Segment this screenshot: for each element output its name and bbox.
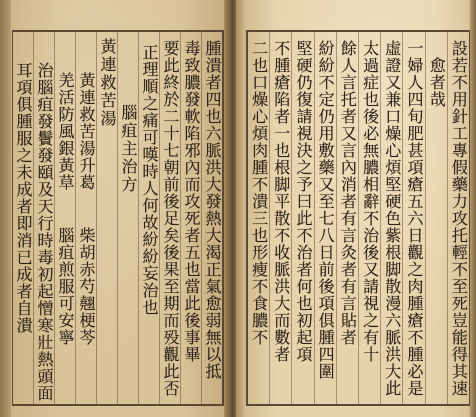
text-column: [447, 32, 469, 404]
text-column: [425, 32, 447, 404]
right-page-fold-edge: [470, 0, 476, 417]
left-page: [0, 0, 230, 417]
text-column: [13, 32, 33, 404]
verse-line-upper: 羌活防風銀黃草: [56, 72, 75, 191]
text-column: [201, 32, 222, 404]
column-text: 治腦疽發鬢發頤及天行時毒初起憎寒壯熱頭面: [35, 62, 54, 402]
text-column: [159, 32, 180, 404]
column-text: 堅硬仍復請視決之予曰此不治者何也初起項: [293, 40, 313, 363]
text-column: [336, 32, 358, 404]
text-column: [138, 32, 159, 404]
text-column: [248, 32, 269, 404]
text-column: [314, 32, 336, 404]
verse-line-upper: 黃連救苦湯升葛: [77, 72, 96, 191]
column-text: 愈者哉: [427, 57, 447, 108]
column-text: 腫潰者四也六脈洪大發熱大渴正氣愈弱無以抵: [203, 40, 222, 380]
column-text: 虛證又兼口燥心煩堅硬色紫根脚散漫六脈洪大此: [382, 40, 402, 397]
text-column: [291, 32, 313, 404]
column-text: 太過症也後必無膿相辭不治後又請視之有十: [360, 40, 380, 363]
text-column: [402, 32, 424, 404]
column-text: 不腫瘡陷者一也根脚平散不收脈洪大而數者: [271, 40, 291, 363]
text-column: [358, 32, 380, 404]
formula-title: 黃連救苦湯: [98, 38, 117, 128]
column-text: 一婦人四旬肥甚項瘡五六日觀之肉腫瘡不腫必是: [404, 40, 424, 397]
column-text: 要此終於二十七朝前後足矣後果至期而殁觀此否: [161, 40, 180, 397]
text-column: [180, 32, 201, 404]
right-page-text-frame: [246, 30, 470, 406]
verse-line-lower: 腦疽煎服可安寧: [56, 227, 75, 346]
text-column: [269, 32, 291, 404]
column-text: 正理順之痛可嘆時人何故紛紛妄治也: [140, 44, 159, 316]
column-text: 設若不用針工專假藥力攻托輕不至死豈能得其速: [449, 40, 469, 397]
column-text: 紛紛不定仍用敷藥又至七八日前後項俱腫四圍: [316, 40, 336, 380]
left-page-text-frame: [12, 30, 224, 406]
verse-line-lower: 柴胡赤芍翹梗芩: [77, 227, 96, 346]
text-column: [96, 32, 117, 404]
section-heading: 腦疽主治方: [119, 104, 138, 194]
verse-column: [54, 32, 75, 404]
column-text: 毒致膿發軟陷邪內而攻死者五也當此後事畢: [182, 40, 201, 363]
left-page-fold-edge: [0, 0, 11, 417]
right-page: [236, 0, 476, 417]
column-text: 耳項俱腫服之未成者即消已成者自潰: [14, 62, 33, 334]
column-text: 二也口燥心煩肉腫不潰三也形瘦不食膿不: [249, 40, 269, 346]
column-text: 餘人言托者又言內消者有言灸者有言貼者: [338, 40, 358, 346]
text-column: [117, 32, 138, 404]
text-column: [380, 32, 402, 404]
verse-column: [75, 32, 96, 404]
text-column: [33, 32, 54, 404]
